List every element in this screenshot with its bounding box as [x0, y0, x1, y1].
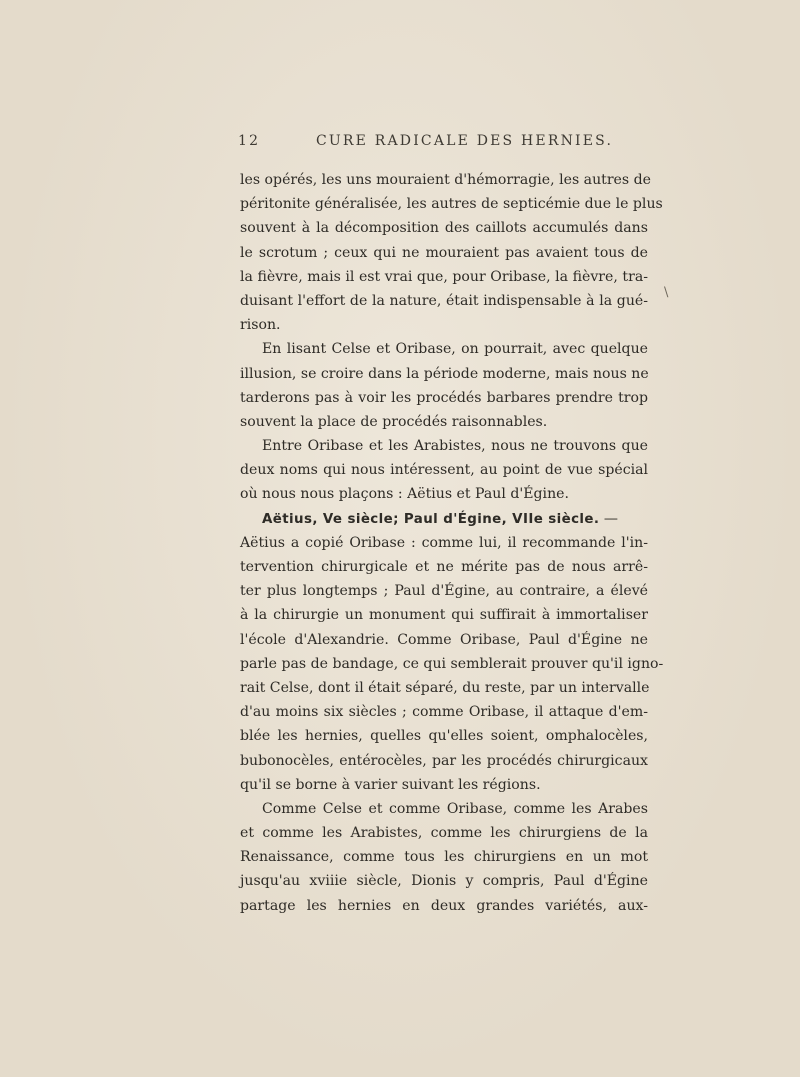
text-line: En lisant Celse et Oribase, on pourrait, avec quelque [262, 341, 648, 358]
text-line: duisant l'effort de la nature, était indispensable à la gué- [240, 292, 648, 309]
text-line: les opérés, les uns mouraient d'hémorragie, les autres de [240, 172, 651, 188]
text-line: partage les hernies en deux grandes variétés, aux- [240, 897, 648, 914]
text-line: péritonite généralisée, les autres de septicémie due le plus [240, 196, 663, 213]
text-line: d'au moins six siècles ; comme Oribase, il attaque d'em- [240, 704, 648, 721]
text-line: l'école d'Alexandrie. Comme Oribase, Paul d'Égine ne [240, 631, 648, 648]
text-line: rait Celse, dont il était séparé, du reste, par un intervalle [240, 679, 650, 696]
text-line: tarderons pas à voir les procédés barbares prendre trop [240, 389, 648, 406]
text-line: deux noms qui nous intéressent, au point de vue spécial [240, 462, 648, 479]
text-line: Comme Celse et comme Oribase, comme les Arabes [262, 800, 648, 817]
body-text [240, 168, 664, 918]
text-line: Renaissance, comme tous les chirurgiens en un mot [240, 849, 648, 866]
text-line: à la chirurgie un monument qui suffirait à immortaliser [240, 607, 648, 624]
text-line: ter plus longtemps ; Paul d'Égine, au contraire, a élevé [240, 583, 648, 600]
text-line: parle pas de bandage, ce qui semblerait prouver qu'il igno- [240, 655, 664, 672]
text-line: Entre Oribase et les Arabistes, nous ne trouvons que [262, 438, 648, 455]
running-title: CURE RADICALE DES HERNIES. [316, 133, 614, 149]
section-heading-line [240, 507, 648, 531]
text-line: souvent la place de procédés raisonnables. [240, 413, 548, 430]
text-line: tervention chirurgicale et ne mérite pas de nous arrê- [240, 559, 648, 575]
text-line: illusion, se croire dans la période moderne, mais nous ne [240, 365, 649, 382]
text-line: le scrotum ; ceux qui ne mouraient pas avaient tous de [240, 244, 648, 261]
page-number: 12 [238, 133, 261, 149]
text-line: où nous nous plaçons : Aëtius et Paul d'Égine. [240, 486, 569, 503]
section-heading: Aëtius, Ve siècle; Paul d'Égine, VIIe siècle. [262, 511, 600, 527]
text-line: Aëtius a copié Oribase : comme lui, il recommande l'in- [240, 534, 648, 551]
text-line: souvent à la décomposition des caillots accumulés dans [240, 220, 648, 237]
margin-mark: \ [664, 285, 669, 300]
heading-dash: — [599, 510, 618, 527]
text-line: qu'il se borne à varier suivant les régions. [240, 776, 541, 793]
text-line: et comme les Arabistes, comme les chirurgiens de la [240, 825, 648, 842]
text-line: jusqu'au xviiie siècle, Dionis y compris, Paul d'Égine [240, 873, 648, 890]
text-line: la fièvre, mais il est vrai que, pour Oribase, la fièvre, tra- [240, 268, 648, 285]
text-line: blée les hernies, quelles qu'elles soient, omphalocèles, [240, 728, 648, 745]
text-line: bubonocèles, entérocèles, par les procédés chirurgicaux [240, 752, 648, 769]
text-line: rison. [240, 317, 281, 334]
